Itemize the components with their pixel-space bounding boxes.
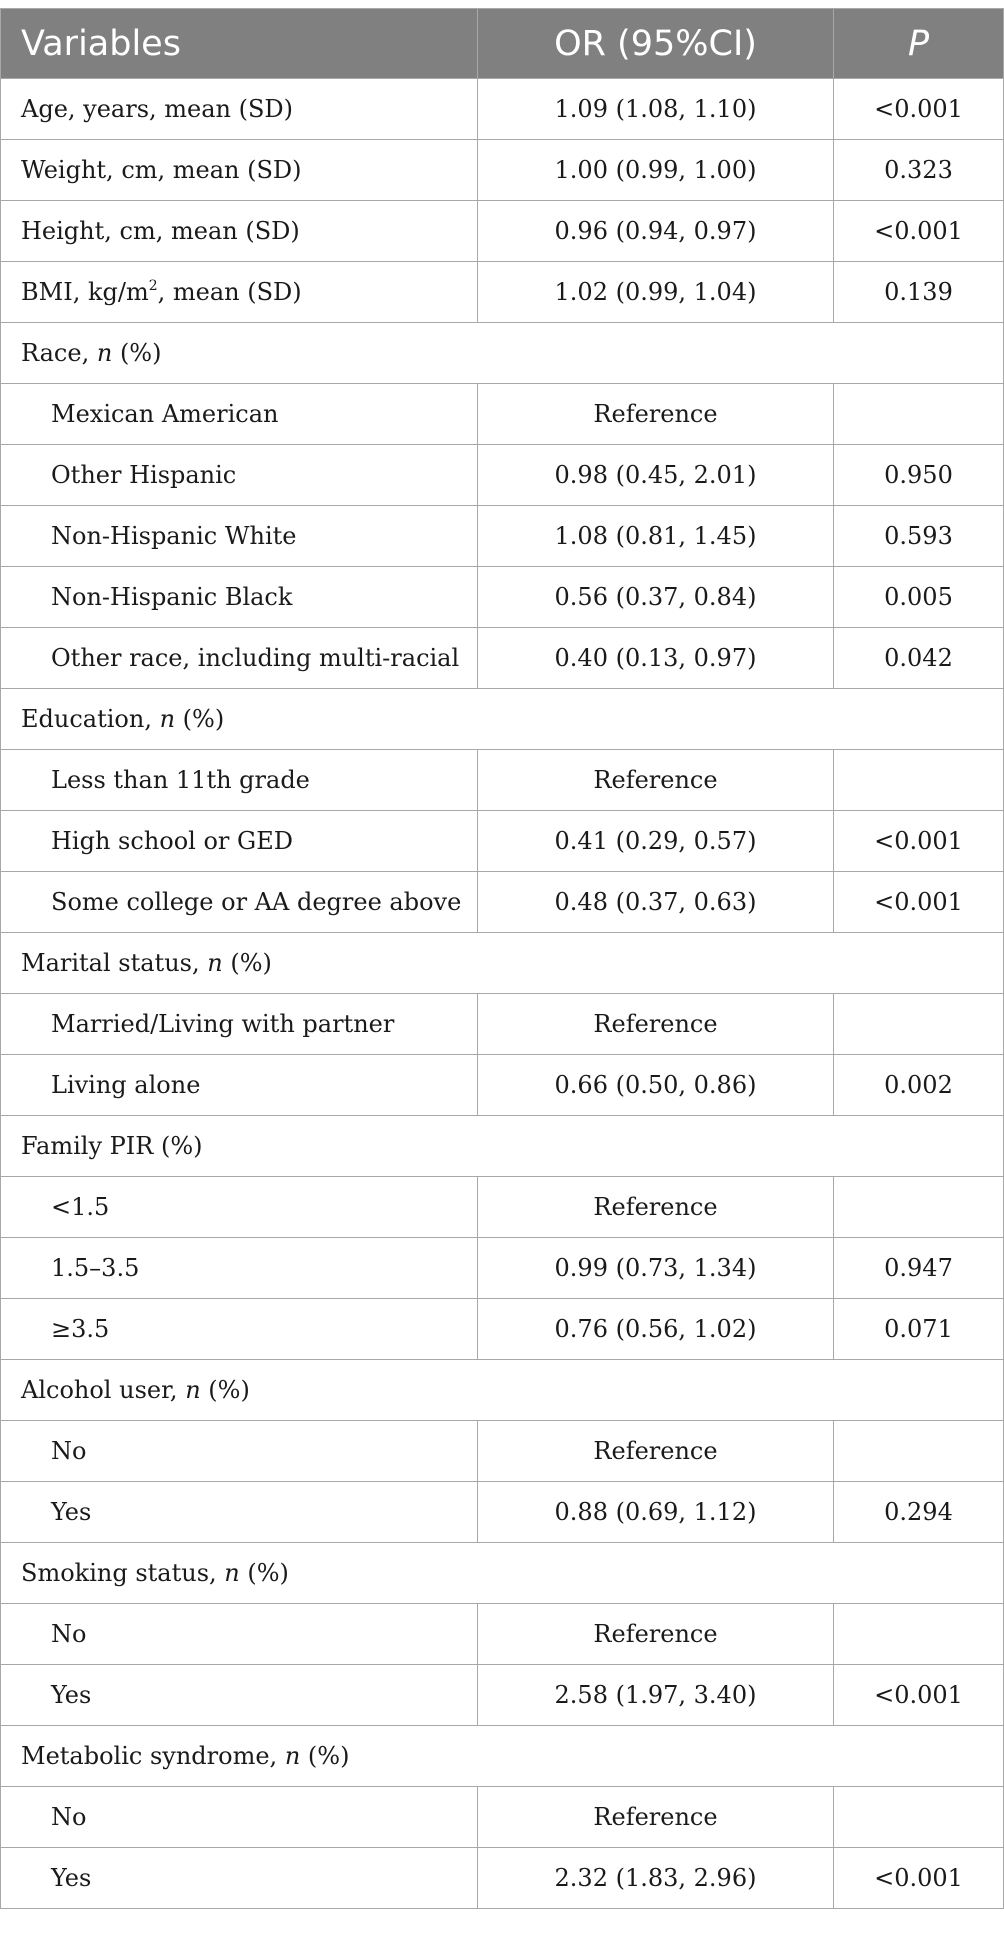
table-row	[1, 201, 1004, 262]
group-suffix: (%)	[222, 949, 272, 977]
variable-cell: ≥3.5	[1, 1299, 478, 1360]
group-row	[1, 1360, 1004, 1421]
or-cell: 0.66 (0.50, 0.86)	[478, 1055, 834, 1116]
superscript: 2	[148, 278, 158, 294]
variable-cell: Other race, including multi-racial	[1, 628, 478, 689]
header-row	[1, 9, 1004, 79]
group-suffix: (%)	[200, 1376, 250, 1404]
variable-cell: Less than 11th grade	[1, 750, 478, 811]
variable-cell: 1.5–3.5	[1, 1238, 478, 1299]
or-cell: Reference	[478, 1421, 834, 1482]
group-text: Race,	[21, 339, 97, 367]
group-suffix: (%)	[112, 339, 162, 367]
variable-cell: No	[1, 1604, 478, 1665]
or-cell: 0.56 (0.37, 0.84)	[478, 567, 834, 628]
or-cell: 0.41 (0.29, 0.57)	[478, 811, 834, 872]
table-row	[1, 994, 1004, 1055]
group-row	[1, 933, 1004, 994]
group-italic: n	[185, 1376, 201, 1404]
or-cell: 1.09 (1.08, 1.10)	[478, 79, 834, 140]
or-cell: 0.48 (0.37, 0.63)	[478, 872, 834, 933]
group-suffix: (%)	[300, 1742, 350, 1770]
group-label	[1, 689, 1004, 750]
or-cell: Reference	[478, 384, 834, 445]
variable-cell	[1, 262, 478, 323]
table-row	[1, 1177, 1004, 1238]
table-row	[1, 1604, 1004, 1665]
or-cell: Reference	[478, 1787, 834, 1848]
variable-text: BMI, kg/m	[21, 278, 149, 306]
group-label	[1, 933, 1004, 994]
group-text: Education,	[21, 705, 160, 733]
p-cell: 0.294	[834, 1482, 1004, 1543]
variable-cell: Height, cm, mean (SD)	[1, 201, 478, 262]
variable-cell: Weight, cm, mean (SD)	[1, 140, 478, 201]
p-cell: <0.001	[834, 1665, 1004, 1726]
or-cell: Reference	[478, 1604, 834, 1665]
group-row	[1, 1726, 1004, 1787]
table-row	[1, 1482, 1004, 1543]
or-cell: 2.58 (1.97, 3.40)	[478, 1665, 834, 1726]
header-or: OR (95%CI)	[478, 9, 834, 79]
group-label	[1, 1360, 1004, 1421]
results-table	[0, 8, 1004, 1909]
or-cell: 0.96 (0.94, 0.97)	[478, 201, 834, 262]
p-cell: <0.001	[834, 872, 1004, 933]
or-cell: 1.08 (0.81, 1.45)	[478, 506, 834, 567]
variable-cell: Yes	[1, 1482, 478, 1543]
group-italic: n	[159, 705, 176, 733]
group-text: Metabolic syndrome,	[21, 1742, 285, 1770]
p-cell: 0.042	[834, 628, 1004, 689]
table-row	[1, 384, 1004, 445]
table-row	[1, 1787, 1004, 1848]
table-row	[1, 567, 1004, 628]
group-italic: n	[284, 1742, 301, 1770]
or-cell: 1.02 (0.99, 1.04)	[478, 262, 834, 323]
p-cell: 0.139	[834, 262, 1004, 323]
variable-cell: <1.5	[1, 1177, 478, 1238]
variable-cell: Married/Living with partner	[1, 994, 478, 1055]
or-cell: Reference	[478, 1177, 834, 1238]
group-label	[1, 1726, 1004, 1787]
table-row	[1, 1421, 1004, 1482]
p-cell: <0.001	[834, 811, 1004, 872]
group-label	[1, 323, 1004, 384]
variable-cell: Non-Hispanic Black	[1, 567, 478, 628]
p-cell: <0.001	[834, 79, 1004, 140]
p-cell	[834, 994, 1004, 1055]
variable-cell: Other Hispanic	[1, 445, 478, 506]
group-text: Alcohol user,	[21, 1376, 186, 1404]
p-cell: 0.005	[834, 567, 1004, 628]
variable-cell: Living alone	[1, 1055, 478, 1116]
table-row	[1, 506, 1004, 567]
or-cell: 0.88 (0.69, 1.12)	[478, 1482, 834, 1543]
group-suffix: (%)	[239, 1559, 289, 1587]
or-cell: 0.76 (0.56, 1.02)	[478, 1299, 834, 1360]
table-row	[1, 1238, 1004, 1299]
header-p: P	[834, 9, 1004, 79]
or-cell: Reference	[478, 994, 834, 1055]
variable-cell: Some college or AA degree above	[1, 872, 478, 933]
group-label	[1, 1116, 1004, 1177]
p-cell: 0.593	[834, 506, 1004, 567]
p-cell	[834, 750, 1004, 811]
or-cell: 0.40 (0.13, 0.97)	[478, 628, 834, 689]
table-row	[1, 140, 1004, 201]
group-row	[1, 323, 1004, 384]
group-label	[1, 1543, 1004, 1604]
table-row	[1, 1848, 1004, 1909]
p-cell: 0.950	[834, 445, 1004, 506]
group-text: Smoking status,	[21, 1559, 225, 1587]
variable-text: , mean (SD)	[157, 278, 302, 306]
p-cell	[834, 1421, 1004, 1482]
group-suffix: (%)	[175, 705, 225, 733]
or-cell: 1.00 (0.99, 1.00)	[478, 140, 834, 201]
table-row	[1, 1665, 1004, 1726]
table-row	[1, 811, 1004, 872]
p-cell: 0.071	[834, 1299, 1004, 1360]
p-cell	[834, 1177, 1004, 1238]
variable-cell: High school or GED	[1, 811, 478, 872]
table-row	[1, 79, 1004, 140]
group-italic: n	[96, 339, 113, 367]
table-row	[1, 1055, 1004, 1116]
group-italic: n	[207, 949, 223, 977]
variable-cell: No	[1, 1787, 478, 1848]
table-row	[1, 872, 1004, 933]
variable-cell: Mexican American	[1, 384, 478, 445]
or-cell: 2.32 (1.83, 2.96)	[478, 1848, 834, 1909]
p-cell: 0.002	[834, 1055, 1004, 1116]
p-cell: 0.947	[834, 1238, 1004, 1299]
variable-cell: Yes	[1, 1665, 478, 1726]
group-italic: n	[224, 1559, 240, 1587]
group-text: Marital status,	[21, 949, 208, 977]
p-cell	[834, 1787, 1004, 1848]
group-text: Family PIR (%)	[21, 1132, 203, 1160]
or-cell: Reference	[478, 750, 834, 811]
variable-cell: No	[1, 1421, 478, 1482]
p-cell: <0.001	[834, 201, 1004, 262]
table-row	[1, 262, 1004, 323]
variable-cell: Non-Hispanic White	[1, 506, 478, 567]
or-cell: 0.99 (0.73, 1.34)	[478, 1238, 834, 1299]
group-row	[1, 1116, 1004, 1177]
table-row	[1, 445, 1004, 506]
p-cell	[834, 1604, 1004, 1665]
table-row	[1, 750, 1004, 811]
table-row	[1, 628, 1004, 689]
variable-cell: Yes	[1, 1848, 478, 1909]
p-cell: 0.323	[834, 140, 1004, 201]
p-cell: <0.001	[834, 1848, 1004, 1909]
variable-cell: Age, years, mean (SD)	[1, 79, 478, 140]
header-variables: Variables	[1, 9, 478, 79]
group-row	[1, 689, 1004, 750]
or-cell: 0.98 (0.45, 2.01)	[478, 445, 834, 506]
group-row	[1, 1543, 1004, 1604]
table-row	[1, 1299, 1004, 1360]
p-cell	[834, 384, 1004, 445]
